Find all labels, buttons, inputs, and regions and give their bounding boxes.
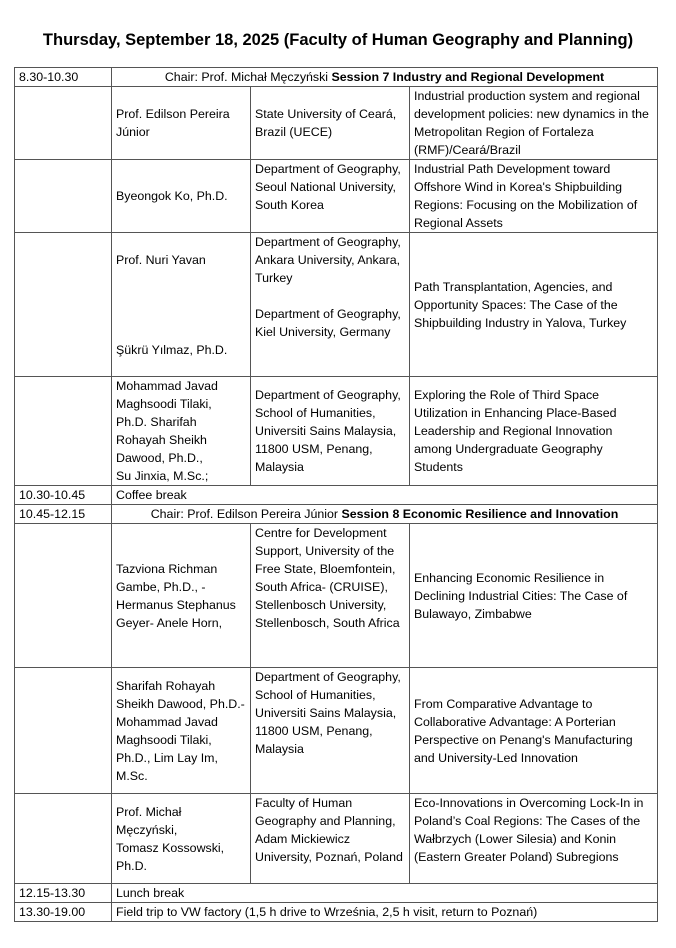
talk-row	[15, 794, 658, 884]
speaker-cell: Prof. Edilson Pereira Júnior	[112, 87, 251, 160]
time-cell: 13.30-19.00	[15, 903, 112, 922]
session-title: Session 7 Industry and Regional Development	[331, 70, 605, 84]
speaker-cell	[112, 377, 251, 486]
affiliation-cell: Department of Geography, School of Humanities, Universiti Sains Malaysia, 11800 USM, Penang, Malaysia	[251, 668, 410, 794]
talk-title-cell: Eco-Innovations in Overcoming Lock-In in Poland’s Coal Regions: The Cases of the Wałbrzych (Lower Silesia) and Konin (Eastern Greater Poland) Subregions	[410, 794, 658, 884]
talk-row	[15, 160, 658, 233]
affiliation-cell: Faculty of Human Geography and Planning, Adam Mickiewicz University, Poznań, Poland	[251, 794, 410, 884]
time-cell: 10.45-12.15	[15, 505, 112, 524]
empty-time-cell	[15, 377, 112, 486]
talk-title-cell: Path Transplantation, Agencies, and Opportunity Spaces: The Case of the Shipbuilding Industry in Yalova, Turkey	[410, 233, 658, 377]
break-label: Lunch break	[112, 884, 658, 903]
talk-title-cell: Enhancing Economic Resilience in Declining Industrial Cities: The Case of Bulawayo, Zimbabwe	[410, 524, 658, 668]
speaker-name: Su Jinxia, M.Sc.;	[116, 469, 209, 483]
speaker-name: Prof. Nuri Yavan	[116, 253, 206, 267]
session-header-row	[15, 68, 658, 87]
session-header-row	[15, 505, 658, 524]
time-cell: 12.15-13.30	[15, 884, 112, 903]
session-heading	[112, 68, 658, 87]
time-cell: 10.30-10.45	[15, 486, 112, 505]
speaker-name: Tomasz Kossowski, Ph.D.	[116, 840, 225, 873]
affiliation-text: Department of Geography, Kiel University, Germany	[255, 307, 401, 339]
empty-time-cell	[15, 524, 112, 668]
chair-label: Chair: Prof. Edilson Pereira Júnior	[150, 507, 342, 521]
break-row	[15, 884, 658, 903]
talk-title-cell: Industrial production system and regional development policies: new dynamics in the Metropolitan Region of Fortaleza (RMF)/Ceará/Brazil	[410, 87, 658, 160]
chair-label: Chair: Prof. Michał Męczyński	[164, 70, 332, 84]
talk-row	[15, 87, 658, 160]
empty-time-cell	[15, 160, 112, 233]
talk-title-cell: Industrial Path Development toward Offshore Wind in Korea's Shipbuilding Regions: Focusing on the Mobilization of Regional Assets	[410, 160, 658, 233]
empty-time-cell	[15, 794, 112, 884]
talk-title-cell: From Comparative Advantage to Collaborative Advantage: A Porterian Perspective on Penang's Manufacturing and University-Led Innovation	[410, 668, 658, 794]
speaker-name: Prof. Michał Męczyński,	[116, 804, 182, 837]
schedule-table	[14, 67, 658, 922]
talk-row	[15, 377, 658, 486]
talk-title-cell: Exploring the Role of Third Space Utilization in Enhancing Place-Based Leadership and Regional Innovation among Undergraduate Geography Students	[410, 377, 658, 486]
field-trip-label: Field trip to VW factory (1,5 h drive to Września, 2,5 h visit, return to Poznań)	[112, 903, 658, 922]
break-label: Coffee break	[112, 486, 658, 505]
break-row	[15, 486, 658, 505]
speaker-cell	[112, 794, 251, 884]
speaker-cell: Byeongok Ko, Ph.D.	[112, 160, 251, 233]
affiliation-text: Department of Geography, Ankara University, Ankara, Turkey	[255, 235, 401, 285]
speaker-name: Mohammad Javad Maghsoodi Tilaki, Ph.D. Sharifah Rohayah Sheikh Dawood, Ph.D.,	[116, 379, 218, 465]
talk-row	[15, 668, 658, 794]
affiliation-cell: Department of Geography, Seoul National University, South Korea	[251, 160, 410, 233]
speaker-cell: Tazviona Richman Gambe, Ph.D., -Hermanus Stephanus Geyer- Anele Horn,	[112, 524, 251, 668]
speaker-name: Şükrü Yılmaz, Ph.D.	[116, 343, 228, 357]
session-heading	[112, 505, 658, 524]
page-title: Thursday, September 18, 2025 (Faculty of Human Geography and Planning)	[42, 31, 634, 49]
affiliation-cell: Department of Geography, School of Humanities, Universiti Sains Malaysia, 11800 USM, Penang, Malaysia	[251, 377, 410, 486]
time-cell: 8.30-10.30	[15, 68, 112, 87]
empty-time-cell	[15, 233, 112, 377]
speaker-cell: Sharifah Rohayah Sheikh Dawood, Ph.D.- Mohammad Javad Maghsoodi Tilaki, Ph.D., Lim Lay Im, M.Sc.	[112, 668, 251, 794]
talk-row	[15, 233, 658, 377]
field-trip-row	[15, 903, 658, 922]
talk-row	[15, 524, 658, 668]
affiliation-cell	[251, 233, 410, 377]
affiliation-cell: State University of Ceará, Brazil (UECE)	[251, 87, 410, 160]
affiliation-cell: Centre for Development Support, University of the Free State, Bloemfontein, South Africa- (CRUISE), Stellenbosch University, Stellenbosch, South Africa	[251, 524, 410, 668]
session-title: Session 8 Economic Resilience and Innovation	[341, 507, 619, 521]
empty-time-cell	[15, 668, 112, 794]
speaker-cell	[112, 233, 251, 377]
empty-time-cell	[15, 87, 112, 160]
